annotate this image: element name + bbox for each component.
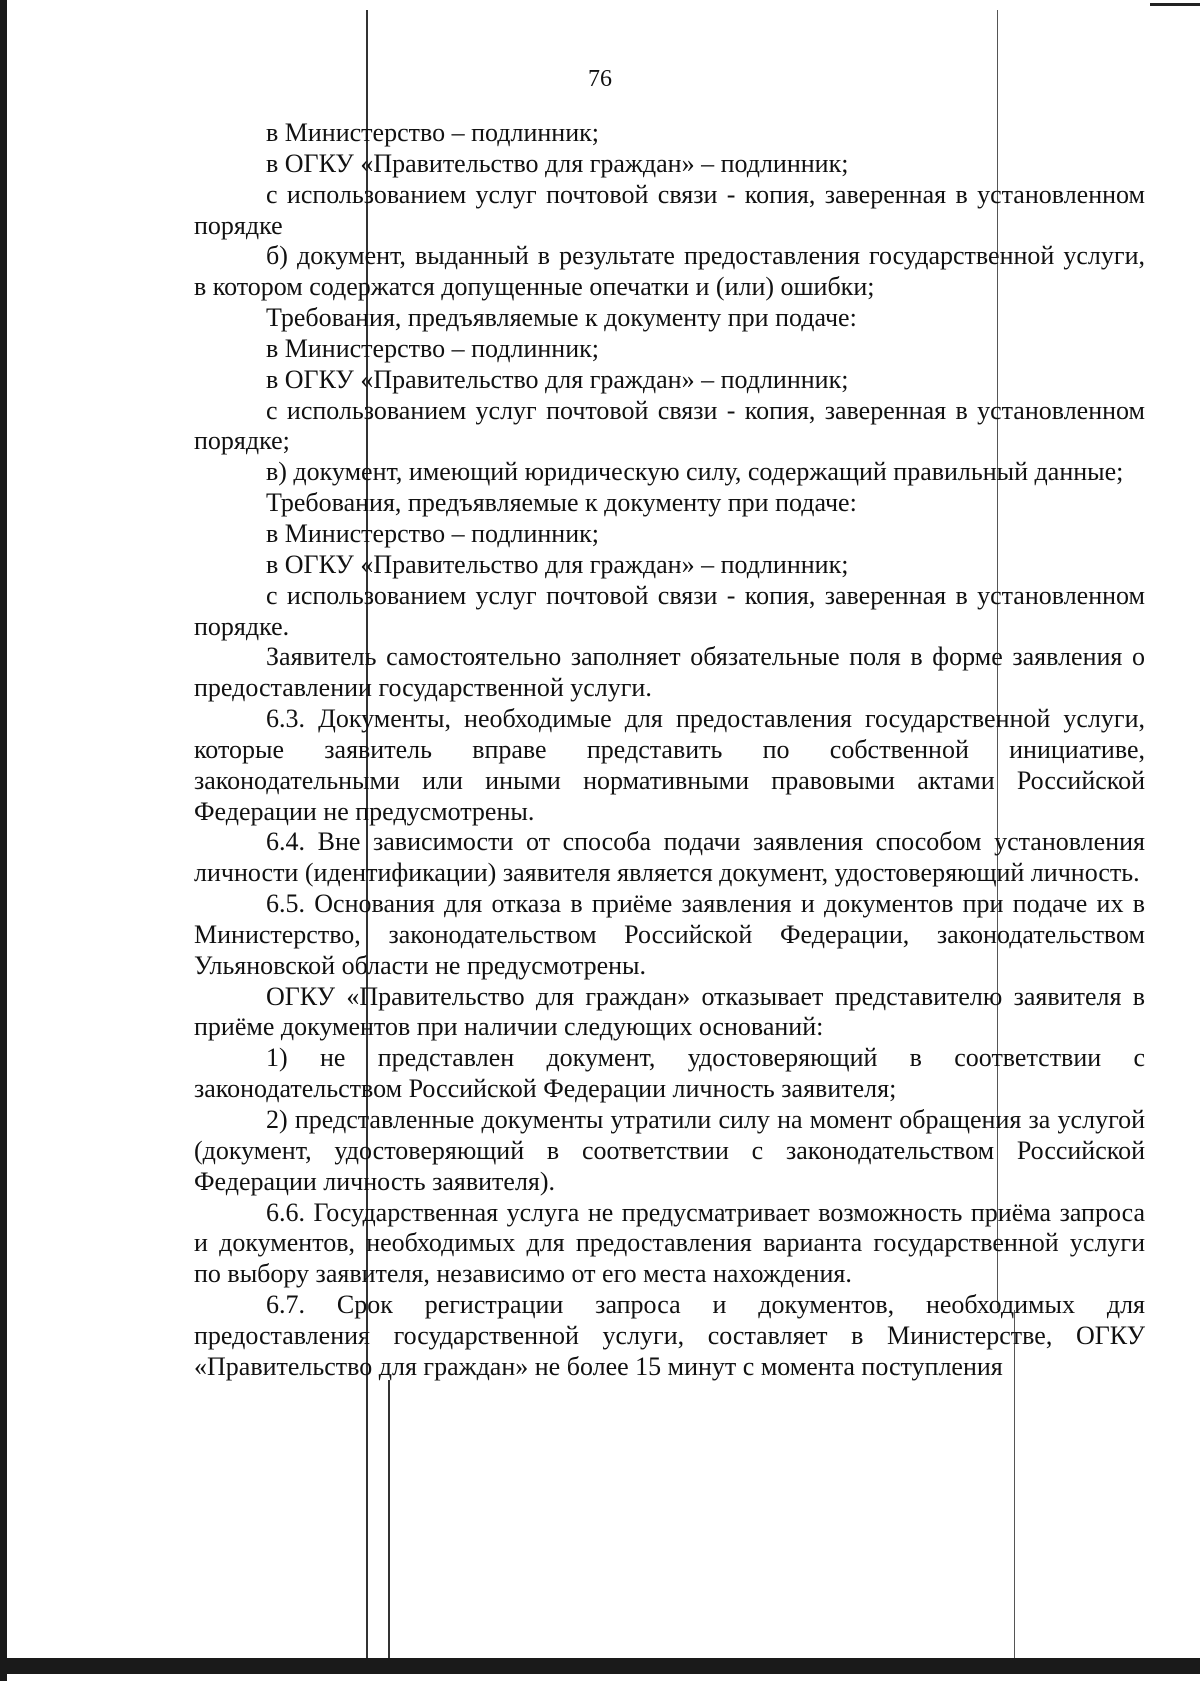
paragraph: 6.6. Государственная услуга не предусматривает возможность приёма запроса и документов, необходимых для предоставления варианта государственной услуги по выбору заявителя, независимо от его места нахождения. [194,1197,1145,1289]
paragraph: в) документ, имеющий юридическую силу, содержащий правильный данные; [266,457,1124,487]
paragraph: в ОГКУ «Правительство для граждан» – подлинник; [266,364,849,394]
paragraph: с использованием услуг почтовой связи - копия, заверенная в установленном порядке. [194,580,1145,641]
scan-edge-bottom [0,1658,1200,1674]
paragraph: 6.5. Основания для отказа в приёме заявления и документов при подаче их в Министерство, законодательством Российской Федерации, законодательством Ульяновской области не предусмотрены. [194,889,1145,980]
scan-mark-top [1150,3,1200,6]
paragraph: в ОГКУ «Правительство для граждан» – подлинник; [266,148,849,178]
paragraph: с использованием услуг почтовой связи - копия, заверенная в установленном порядке; [194,395,1145,456]
scan-edge-left [0,0,7,1681]
paragraph: с использованием услуг почтовой связи - копия, заверенная в установленном порядке [194,179,1145,240]
paragraph: 6.7. Срок регистрации запроса и документов, необходимых для предоставления государственной услуги, составляет в Министерстве, ОГКУ «Правительство для граждан» не более 15 минут с момента поступления [194,1290,1145,1381]
paragraph: Заявитель самостоятельно заполняет обязательные поля в форме заявления о предоставлении государственной услуги. [194,642,1145,703]
paragraph: в Министерство – подлинник; [266,518,599,548]
paragraph: Требования, предъявляемые к документу при подаче: [266,488,857,518]
paragraph: ОГКУ «Правительство для граждан» отказывает представителю заявителя в приёме документов при наличии следующих оснований: [194,981,1145,1042]
fold-line [388,1380,390,1660]
paragraph: 6.4. Вне зависимости от способа подачи заявления способом установления личности (идентификации) заявителя является документ, удостоверяющий личность. [194,827,1145,888]
paragraph: Требования, предъявляемые к документу при подаче: [266,303,857,333]
paragraph: в ОГКУ «Правительство для граждан» – подлинник; [266,549,849,579]
paragraph: 6.3. Документы, необходимые для предоставления государственной услуги, которые заявитель вправе представить по собственной инициативе, законодательными или иными нормативными правовыми актами Российской Федерации не предусмотрены. [194,704,1145,826]
paragraph: в Министерство – подлинник; [266,118,599,147]
paragraph: 1) не представлен документ, удостоверяющий в соответствии с законодательством Российской Федерации личность заявителя; [194,1043,1145,1104]
page-number: 76 [588,66,612,92]
paragraph: б) документ, выданный в результате предоставления государственной услуги, в котором содержатся допущенные опечатки и (или) ошибки; [194,241,1145,302]
paragraph: в Министерство – подлинник; [266,333,599,363]
document-body [194,118,1145,1383]
paragraph: 2) представленные документы утратили силу на момент обращения за услугой (документ, удостоверяющий в соответствии с законодательством Российской Федерации личность заявителя). [194,1105,1145,1196]
